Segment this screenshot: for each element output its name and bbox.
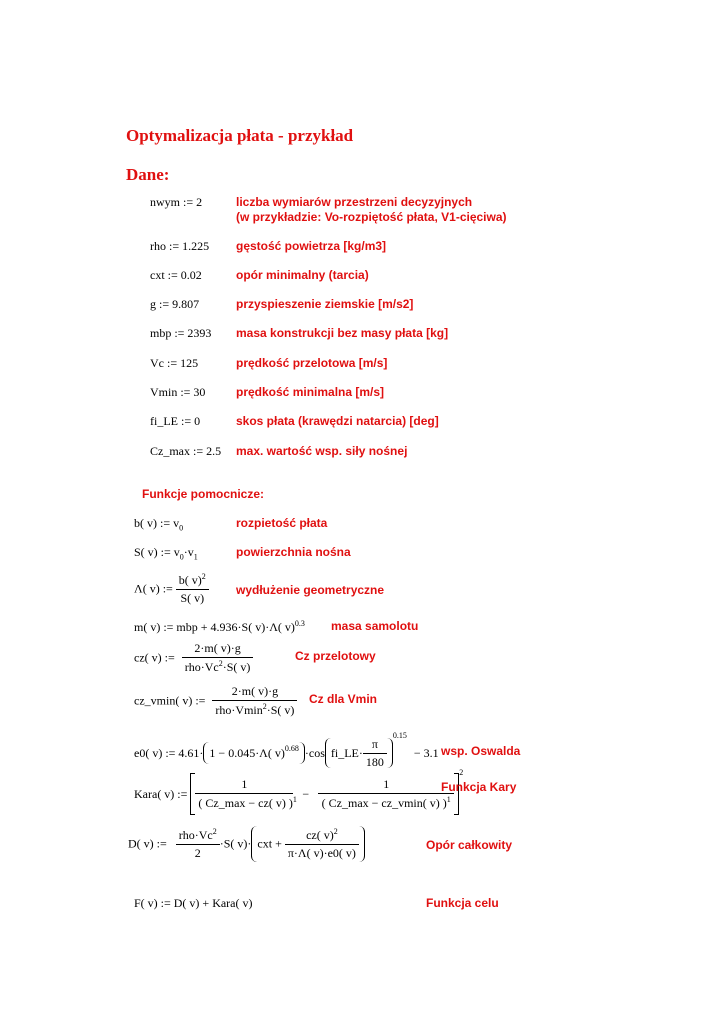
formula-m: m( v) := mbp + 4.936·S( v)·Λ( v)$^{0.3}$: [134, 619, 305, 634]
desc-g: przyspieszenie ziemskie [m/s2]: [236, 297, 414, 311]
label-cz: Cz przelotowy: [295, 649, 376, 663]
formula-F: F( v) := D( v) + Kara( v): [134, 896, 253, 910]
formula-e0: e0( v) := 4.61· 1 − 0.045·Λ( v)$^{0.68}$ ·cos fi_LE· $\frac{\pi}{180}$ $^{0.15}$ − 3.1: [134, 731, 439, 769]
var-cz-max: Cz_max := 2.5: [150, 444, 222, 458]
desc-cz-max: max. wartość wsp. siły nośnej: [236, 444, 408, 458]
label-cz-vmin: Cz dla Vmin: [309, 692, 378, 706]
var-fi-le: fi_LE := 0: [150, 414, 201, 428]
formula-cz-vmin: cz_vmin( v) := $\frac{2\cdot m( v)\cdot g}{rho\cdot Vmin^2\cdot S( v)}$: [134, 684, 297, 718]
var-vc: Vc := 125: [150, 356, 199, 370]
var-nwym: nwym := 2: [150, 195, 203, 209]
page-title: Optymalizacja płata - przykład: [126, 126, 354, 145]
desc-nwym-2: (w przykładzie: Vo-rozpiętość płata, V1-cięciwa): [236, 210, 507, 224]
formula-cz: cz( v) := $\frac{2\cdot m( v)\cdot g}{rho\cdot Vc^2\cdot S( v)}$: [134, 641, 253, 675]
label-lambda: wydłużenie geometryczne: [236, 583, 385, 597]
desc-vc: prędkość przelotowa [m/s]: [236, 356, 388, 370]
label-e0: wsp. Oswalda: [441, 744, 521, 758]
label-F: Funkcja celu: [426, 896, 499, 910]
label-S: powierzchnia nośna: [236, 545, 351, 559]
var-cxt: cxt := 0.02: [150, 268, 202, 282]
desc-vmin: prędkość minimalna [m/s]: [236, 385, 385, 399]
label-b: rozpietość płata: [236, 516, 328, 530]
label-D: Opór całkowity: [426, 838, 513, 852]
formula-b: b( v) := $v_0$: [134, 516, 184, 533]
label-kara: Funkcja Kary: [441, 780, 517, 794]
section-funkcje-heading: Funkcje pomocnicze:: [142, 487, 265, 501]
desc-nwym: liczba wymiarów przestrzeni decyzyjnych: [236, 195, 473, 209]
var-vmin: Vmin := 30: [150, 385, 206, 399]
formula-S: S( v) := $v_0\cdot v_1$: [134, 545, 198, 562]
formula-lambda: Λ( v) := $\frac{b( v)^2}{S( v)}$: [134, 572, 209, 606]
desc-cxt: opór minimalny (tarcia): [236, 268, 369, 282]
desc-fi-le: skos płata (krawędzi natarcia) [deg]: [236, 414, 439, 428]
desc-rho: gęstość powietrza [kg/m3]: [236, 239, 387, 253]
var-g: g := 9.807: [150, 297, 200, 311]
var-rho: rho := 1.225: [150, 239, 210, 253]
desc-mbp: masa konstrukcji bez masy płata [kg]: [236, 326, 449, 340]
section-dane-heading: Dane:: [126, 165, 170, 184]
formula-D: D( v) := $\frac{rho\cdot Vc^2}{2}$ ·S( v)· cxt + $\frac{cz( v)^2}{\pi\cdot\Lambda( v)\cdot e0( v)}$: [128, 826, 365, 862]
label-m: masa samolotu: [331, 619, 419, 633]
var-mbp: mbp := 2393: [150, 326, 212, 340]
formula-kara: Kara( v) := $\frac{1}{( Cz\_\max - cz( v) )^1}$ − $\frac{1}{( Cz\_\max - cz\_vmin( v) )^1}$ $^2$: [134, 768, 463, 815]
